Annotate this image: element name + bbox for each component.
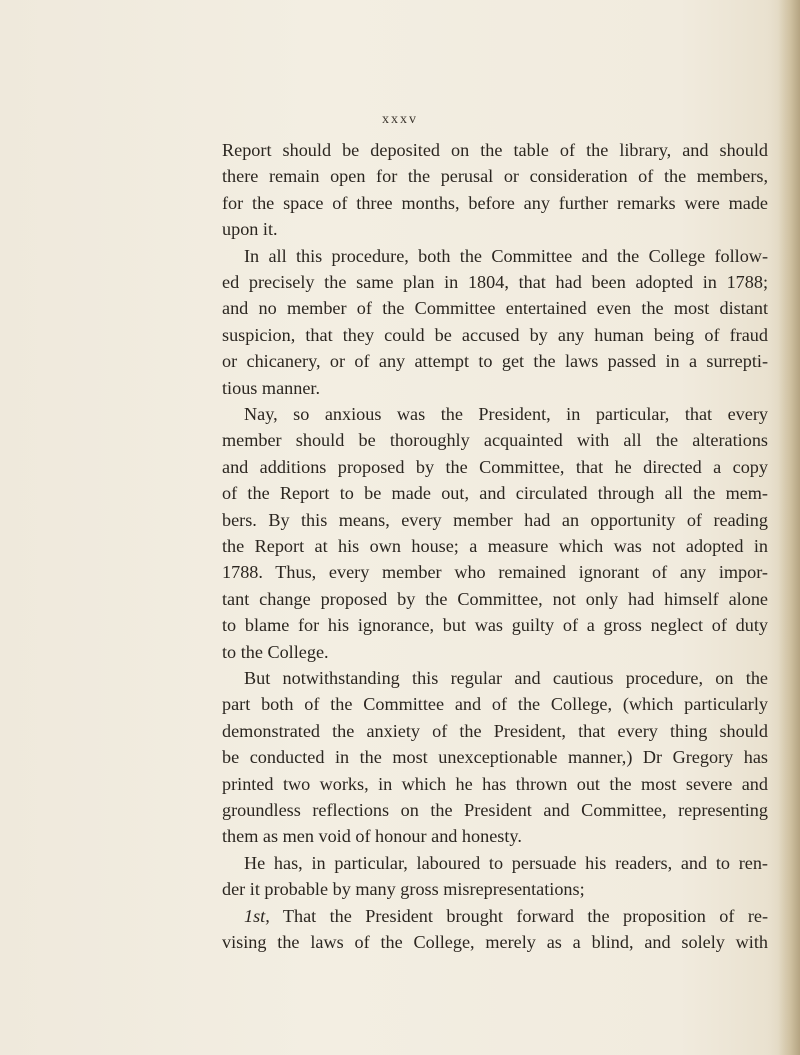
text-line: [222, 718, 768, 744]
text-line: [222, 903, 768, 929]
text-line: [222, 612, 768, 638]
text-line: [222, 929, 768, 955]
text-line: [222, 691, 768, 717]
text-line-content: to blame for his ignorance, but was guilty of a gross neglect of duty: [222, 615, 768, 636]
text-line-content: or chicanery, or of any attempt to get the laws passed in a surrepti-: [222, 351, 768, 372]
text-line: [222, 375, 768, 401]
text-line-content: for the space of three months, before any further remarks were made: [222, 192, 768, 213]
text-line: [222, 163, 768, 189]
text-line: [222, 480, 768, 506]
text-line: [222, 216, 768, 242]
text-line: [222, 322, 768, 348]
text-line-content: of the Report to be made out, and circulated through all the mem-: [222, 483, 768, 504]
text-line: [222, 639, 768, 665]
text-line-content: them as men void of honour and honesty.: [222, 826, 522, 847]
text-line: [222, 771, 768, 797]
text-line-content: and additions proposed by the Committee, that he directed a copy: [222, 456, 768, 477]
text-line-content: there remain open for the perusal or consideration of the members,: [222, 166, 768, 187]
text-line: [222, 850, 768, 876]
text-line: [222, 401, 768, 427]
text-line-content: demonstrated the anxiety of the President, that every thing should: [222, 720, 768, 741]
text-line: [222, 269, 768, 295]
text-line: [222, 190, 768, 216]
text-line-content: der it probable by many gross misrepresentations;: [222, 879, 585, 900]
text-line-content: tious manner.: [222, 377, 320, 398]
text-line-content: But notwithstanding this regular and cautious procedure, on the: [244, 668, 768, 688]
page-number: xxxv: [382, 112, 418, 127]
text-line-content: 1788. Thus, every member who remained ignorant of any impor-: [222, 562, 768, 583]
text-line-content: ed precisely the same plan in 1804, that had been adopted in 1788;: [222, 272, 768, 292]
text-line: [222, 665, 768, 691]
text-line: [222, 876, 768, 902]
text-line: [222, 533, 768, 559]
text-line-content: and no member of the Committee entertained even the most distant: [222, 298, 768, 319]
text-line: [222, 586, 768, 612]
text-line: [222, 823, 768, 849]
text-line-content: upon it.: [222, 219, 278, 240]
text-line-content: printed two works, in which he has thrown out the most severe and: [222, 773, 768, 794]
text-line: [222, 243, 768, 269]
text-line-content: Report should be deposited on the table of the library, and should: [222, 140, 768, 160]
text-line-content: suspicion, that they could be accused by any human being of fraud: [222, 324, 768, 345]
text-line-content: be conducted in the most unexceptionable manner,) Dr Gregory has: [222, 747, 768, 768]
text-line: [222, 797, 768, 823]
text-line-content: part both of the Committee and of the College, (which particularly: [222, 694, 768, 715]
text-line-content: to the College.: [222, 641, 329, 662]
text-line: [222, 137, 768, 163]
text-line-content: In all this procedure, both the Committee and the College follow-: [244, 245, 768, 266]
enumeration-label: 1st,: [244, 905, 270, 926]
text-line-content: vising the laws of the College, merely as a blind, and solely with: [222, 932, 768, 952]
text-line: [222, 454, 768, 480]
text-line: [222, 295, 768, 321]
text-line: [222, 744, 768, 770]
page-edge-shadow: [778, 0, 800, 1055]
text-line-content: bers. By this means, every member had an opportunity of reading: [222, 509, 768, 530]
text-line-content: member should be thoroughly acquainted with all the alterations: [222, 430, 768, 451]
text-line-content: That the President brought forward the proposition of re-: [282, 905, 768, 926]
text-line: [222, 348, 768, 374]
text-line-content: Nay, so anxious was the President, in particular, that every: [244, 404, 768, 424]
text-line-content: He has, in particular, laboured to persuade his readers, and to ren-: [244, 852, 768, 873]
text-line-content: groundless reflections on the President and Committee, representing: [222, 800, 768, 820]
text-line: [222, 507, 768, 533]
text-line: [222, 427, 768, 453]
text-line: [222, 559, 768, 585]
text-line-content: tant change proposed by the Committee, not only had himself alone: [222, 588, 768, 609]
text-line-content: the Report at his own house; a measure which was not adopted in: [222, 536, 768, 556]
